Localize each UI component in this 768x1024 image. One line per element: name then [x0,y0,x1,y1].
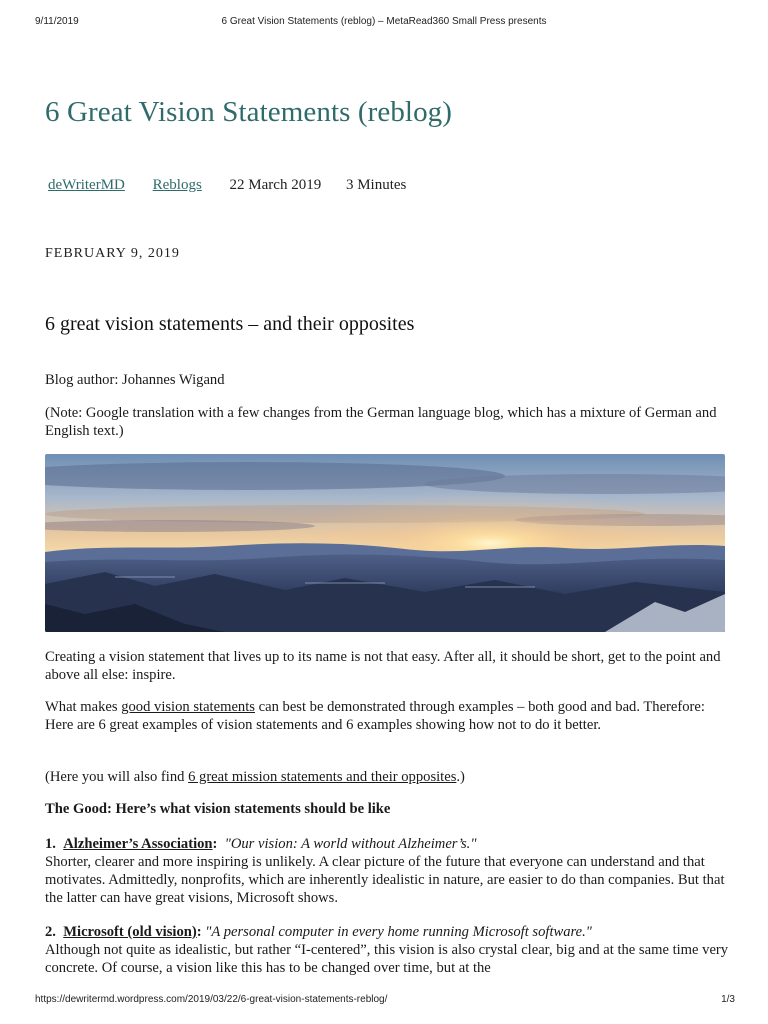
what-makes-post: can best be demonstrated through examples – both good and bad. Therefore: Here are 6 great examples of vision statements and 6 examples showing how not to do it better. [45,699,705,733]
item-number: 2. [45,924,56,940]
here-post: .) [456,769,465,785]
microsoft-link[interactable]: Microsoft (old vision) [63,924,197,940]
read-time: 3 Minutes [345,177,407,193]
page-number: 1/3 [721,994,735,1005]
original-post-date: FEBRUARY 9, 2019 [45,246,180,261]
item-colon: : [196,924,202,940]
post-meta [48,177,427,194]
vision-item-1 [45,835,735,907]
hero-image-sunset-mountains [45,454,725,632]
post-subtitle: 6 great vision statements – and their opposites [45,313,415,335]
alzheimers-association-link[interactable]: Alzheimer’s Association [63,836,213,852]
blog-author: Blog author: Johannes Wigand [45,372,225,388]
vision-quote: "Our vision: A world without Alzheimer’s." [224,836,477,852]
good-heading: The Good: Here’s what vision statements should be like [45,801,391,817]
author-link[interactable]: deWriterMD [48,177,125,193]
vision-item-body: Shorter, clearer and more inspiring is unlikely. A clear picture of the future that everyone can understand and that motivates. Admittedly, nonprofits, which are inherently idealistic in nature, are easier to do than companies. But that the latter can have great visions, Microsoft shows. [45,854,725,906]
intro-paragraph: Creating a vision statement that lives up to its name is not that easy. After all, it should be short, get to the point and above all else: inspire. [45,649,721,683]
here-paragraph [45,768,465,786]
what-makes-pre: What makes [45,699,122,715]
what-makes-paragraph [45,698,735,734]
published-date: 22 March 2019 [229,177,322,193]
vision-item-header [45,835,735,853]
category-link[interactable]: Reblogs [152,177,202,193]
good-vision-statements-link[interactable]: good vision statements [121,699,255,715]
vision-quote: "A personal computer in every home running Microsoft software." [205,924,592,940]
here-pre: (Here you will also find [45,769,189,785]
item-colon: : [212,836,218,852]
print-title: 6 Great Vision Statements (reblog) – MetaRead360 Small Press presents [221,16,547,27]
print-date: 9/11/2019 [35,16,79,27]
post-title: 6 Great Vision Statements (reblog) [45,96,453,128]
translation-note: (Note: Google translation with a few changes from the German language blog, which has a mixture of German and English text.) [45,405,717,439]
vision-item-header [45,923,735,941]
print-url: https://dewritermd.wordpress.com/2019/03/22/6-great-vision-statements-reblog/ [35,994,388,1005]
vision-item-body: Although not quite as idealistic, but rather “I-centered”, this vision is also crystal clear, big and at the same time very concrete. Of course, a vision like this has to be changed over time, but at the [45,942,729,976]
mission-statements-link[interactable]: 6 great mission statements and their opposites [188,769,457,785]
item-number: 1. [45,836,56,852]
vision-item-2 [45,923,735,977]
